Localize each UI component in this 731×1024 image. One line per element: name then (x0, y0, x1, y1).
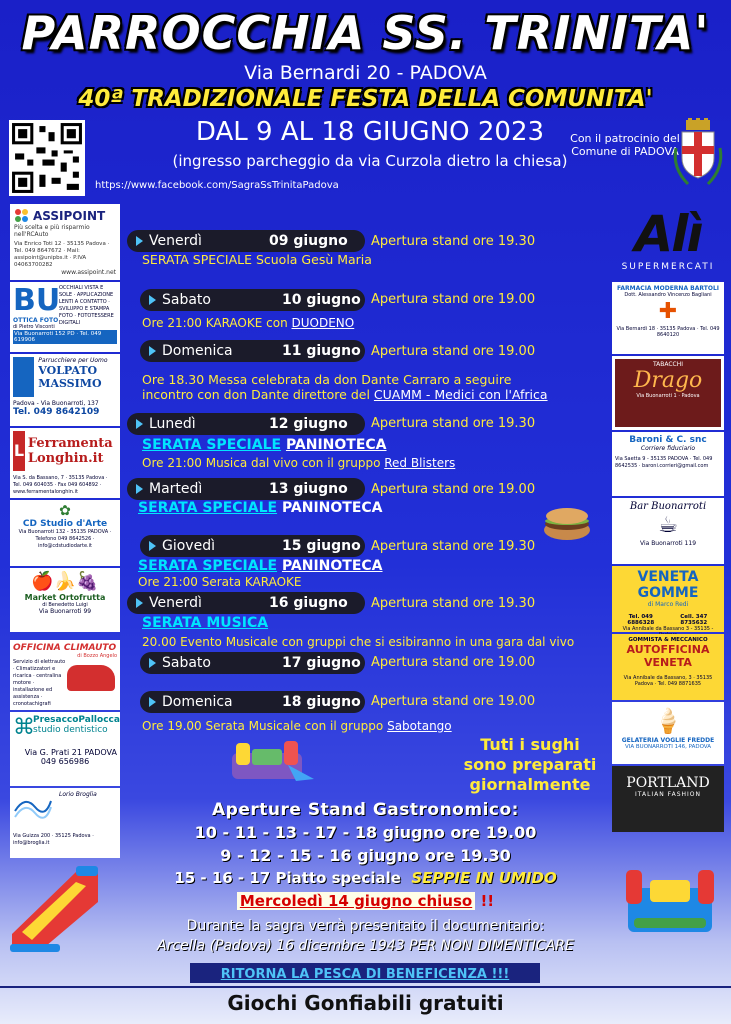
event-line (142, 456, 455, 470)
red-car-icon (67, 665, 115, 691)
day-name: Venerdì (149, 595, 202, 611)
pesca-text: RITORNA LA PESCA DI BENEFICENZA !!! (220, 967, 510, 982)
special-line (138, 558, 383, 574)
sponsor-tagline: ITALIAN FASHION (635, 791, 701, 798)
day-name: Domenica (162, 343, 233, 359)
sughi-note (460, 735, 600, 795)
band-link[interactable]: DUODENO (291, 316, 355, 330)
sponsor-tagline: studio dentistico (33, 725, 108, 735)
sponsor-baroni[interactable] (612, 432, 724, 496)
day-date: 10 giugno (282, 292, 361, 308)
ali-logo-icon: Alì (634, 205, 702, 263)
event-line (142, 316, 354, 330)
sponsor-tagline: GOMMISTA & MECCANICO (628, 637, 708, 643)
sponsor-phone: Tel. 049 6886328 (627, 614, 655, 626)
sponsor-info: Via Buonarroti 1 · Padova (636, 393, 700, 399)
day-name: Lunedì (149, 416, 196, 432)
sponsor-market[interactable] (10, 568, 120, 632)
day-date: 16 giugno (269, 595, 348, 611)
sponsor-autofficina[interactable] (612, 634, 724, 700)
barber-photo-icon (13, 357, 34, 397)
sponsor-mobile: Cell. 347 8735632 (680, 614, 708, 626)
open-time: Apertura stand ore 19.30 (371, 234, 536, 249)
day-name: Sabato (162, 292, 211, 308)
address: Via Bernardi 20 - PADOVA (244, 62, 487, 84)
chiuso-mark: !! (480, 892, 495, 910)
sponsor-name: OTTICA FOTO (13, 317, 59, 324)
day-date: 17 giugno (282, 655, 361, 671)
sponsor-info: Via Buonarroti 99 (38, 608, 92, 615)
event-text: Ore 21:00 KARAOKE con (142, 316, 288, 330)
day-date: 11 giugno (282, 343, 361, 359)
arrow-right-icon (149, 541, 156, 551)
day-name: Sabato (162, 655, 211, 671)
sponsor-brand: Drago (633, 368, 703, 393)
sponsor-phone: Tel. 049 8642109 (13, 407, 100, 417)
sponsor-tagline: Più scelta e più risparmio nell'RCAuto (14, 224, 90, 238)
sponsor-info: Via S. da Bassano, 7 · 35135 Padova · Tel. 049 604035 · Fax 049 604892 · www.ferramentalonghin.it (13, 475, 108, 495)
day-date: 13 giugno (269, 481, 348, 497)
sponsor-tagline: Corriere fiduciario (640, 445, 696, 452)
sponsor-info: Via G. Prati 21 PADOVA (24, 748, 117, 757)
day-pill (140, 340, 365, 362)
sponsor-gelateria[interactable] (612, 702, 724, 764)
sponsor-volpato[interactable] (10, 354, 120, 426)
cuamm-link[interactable]: CUAMM - Medici con l'Africa (373, 387, 548, 402)
page-title: PARROCCHIA SS. TRINITA' (21, 6, 710, 60)
sponsor-farmacia[interactable] (612, 282, 724, 354)
arrow-right-icon (136, 419, 143, 429)
sponsor-info: Via Annibale da Bassano, 3 · 35135 Padova · Tel. 049 8871635 (623, 675, 713, 687)
event-line: Ore 18.30 Messa celebrata da don Dante Carraro a seguire (142, 372, 512, 387)
open-time: Apertura stand ore 19.30 (371, 539, 536, 554)
band-link[interactable]: Red Blisters (384, 456, 456, 470)
documentario-title: Arcella (Padova) 16 dicembre 1943 PER NON DIMENTICARE (157, 938, 574, 954)
special-name: PANINOTECA (281, 558, 383, 574)
facebook-link[interactable]: https://www.facebook.com/SagraSsTrinitaPadova (95, 180, 339, 191)
special-line (138, 500, 383, 516)
sponsor-tabacchi[interactable] (612, 356, 724, 430)
sponsor-web: www.assipoint.net (61, 269, 116, 276)
sponsor-bar-buonarroti[interactable] (612, 498, 724, 564)
day-pill (127, 478, 365, 500)
arrow-right-icon (149, 295, 156, 305)
sponsor-tagline: Parrucchiere per Uomo (38, 357, 108, 364)
open-time: Apertura stand ore 19.00 (371, 655, 536, 670)
day-pill (140, 691, 365, 713)
sponsor-veneta-gomme[interactable] (612, 566, 724, 632)
sponsor-info: Via Annibale da Bassano 3 - 35135 - (622, 626, 714, 632)
special-label: SERATA SPECIALE (138, 558, 278, 574)
sponsor-name: Market Ortofrutta (24, 593, 106, 602)
festa-dates: DAL 9 AL 18 GIUGNO 2023 (195, 117, 545, 147)
sughi-line: sono preparati (463, 755, 597, 774)
open-time: Apertura stand ore 19.00 (371, 292, 536, 307)
arrow-right-icon (149, 658, 156, 668)
open-time: Apertura stand ore 19.30 (371, 596, 536, 611)
event-text: Ore 21:00 Musica dal vivo con il gruppo (142, 456, 381, 470)
arrow-right-icon (149, 346, 156, 356)
sponsor-info: Via Bernardi 18 · 35135 Padova · Tel. 049 8640120 (616, 326, 720, 338)
day-name: Venerdì (149, 233, 202, 249)
bouncy-castle-icon (226, 735, 316, 783)
event-line (142, 719, 452, 733)
pharmacy-cross-icon: ✚ (658, 299, 678, 324)
piatto-name: SEPPIE IN UMIDO (411, 869, 557, 887)
special-name: PANINOTECA (281, 500, 383, 516)
open-time: Apertura stand ore 19.30 (371, 416, 536, 431)
panino-sandwich-icon (542, 506, 592, 542)
aperture-title: Aperture Stand Gastronomico: (212, 800, 519, 820)
special-line (142, 437, 387, 453)
sponsor-phone: 049 656986 (40, 757, 90, 766)
sponsor-ottica[interactable] (10, 282, 120, 352)
pesca-banner (190, 963, 540, 983)
tooth-icon: ⌘ (13, 715, 35, 740)
sponsor-name: Lorio Broglia (59, 791, 97, 798)
ottica-logo-icon: BU (13, 283, 61, 318)
special-name: PANINOTECA (285, 437, 387, 453)
arrow-right-icon (136, 236, 143, 246)
open-time: Apertura stand ore 19.00 (371, 694, 536, 709)
special-label: SERATA SPECIALE (142, 437, 282, 453)
ingresso-note: (ingresso parcheggio da via Curzola dietro la chiesa) (172, 152, 568, 170)
event-line (142, 387, 548, 402)
padova-crest-icon (670, 118, 726, 190)
divider (0, 986, 731, 988)
sponsor-owner: Dott. Alessandro Vincenzo Bagliani (624, 292, 712, 298)
sponsor-cd-studio[interactable] (10, 500, 120, 566)
sponsor-info: Via Enrico Toti 12 · 35135 Padova · Tel. 049 8647672 · Mail: assipoint@unipbs.it · P.IVA 04063700282 (14, 241, 110, 268)
sponsor-presacco[interactable] (10, 712, 120, 786)
day-date: 15 giugno (282, 538, 361, 554)
sponsor-services: Servizio di elettrauto · Climatizzatori e ricarica · centralina motore · installazione ed assistenza · cronotachigrafi (13, 659, 66, 707)
sponsor-longhin[interactable] (10, 428, 120, 498)
sponsor-assipoint[interactable] (10, 204, 120, 280)
sponsor-owner: di Marco Redi (647, 601, 689, 608)
sponsor-climauto[interactable] (10, 640, 120, 710)
fruit-basket-icon: 🍎🍌🍇 (31, 571, 99, 592)
day-date: 09 giugno (269, 233, 348, 249)
sponsor-name: Bar Buonarroti (629, 501, 707, 512)
sponsor-info: Via Buonarroti 119 (639, 540, 697, 547)
sponsor-owner: di Pietro Visconti (13, 324, 55, 330)
event-line: Ore 21:00 Serata KARAOKE (138, 575, 302, 589)
sponsor-info: Via Buonarroti 132 - 35135 PADOVA · Telefono 049 8642526 · info@cdstudiodarte.it (18, 529, 112, 549)
day-date: 18 giugno (282, 694, 361, 710)
day-name: Martedì (149, 481, 203, 497)
sponsor-name: PresaccoPallocca (33, 715, 120, 725)
day-pill (127, 592, 365, 614)
sponsor-info: Padova - Via Buonarroti, 137 (13, 400, 99, 407)
event-text: Ore 19.00 Serata Musicale con il gruppo (142, 719, 384, 733)
day-pill (140, 289, 365, 311)
day-name: Giovedì (162, 538, 215, 554)
giochi-footer: Giochi Gonfiabili gratuiti (227, 991, 504, 1015)
arrow-right-icon (149, 697, 156, 707)
day-pill (127, 230, 365, 252)
arrow-right-icon (136, 598, 143, 608)
sponsor-name: AUTOFFICINA VENETA (626, 643, 710, 669)
studio-logo-icon: ✿ (59, 503, 71, 519)
piatto-text: 15 - 16 - 17 Piatto speciale (174, 869, 401, 887)
sponsor-name: OFFICINA CLIMAUTO (13, 643, 117, 653)
sponsor-owner: di Bozzo Angelo (77, 653, 117, 659)
special-label: SERATA MUSICA (142, 615, 269, 631)
sponsor-name: PORTLAND (626, 775, 710, 791)
sponsor-name: GELATERIA VOGLIE FREDDE (621, 737, 715, 744)
sponsor-owner: di Benedetto Luigi (42, 602, 88, 608)
sponsor-tagline: SUPERMERCATI (621, 262, 715, 272)
sponsor-name: VENETA GOMME (637, 569, 699, 601)
open-time: Apertura stand ore 19.00 (371, 344, 536, 359)
day-date: 12 giugno (269, 416, 348, 432)
aperture-line: 10 - 11 - 13 - 17 - 18 giugno ore 19.00 (194, 823, 537, 842)
special-label: SERATA SPECIALE (138, 500, 278, 516)
event-text: incontro con don Dante direttore del (142, 387, 370, 402)
sughi-line: giornalmente (469, 775, 591, 794)
chiuso-text: Mercoledì 14 giugno chiuso (237, 892, 475, 910)
day-pill (127, 413, 365, 435)
event-line: SERATA SPECIALE Scuola Gesù Maria (142, 252, 372, 267)
sponsor-name: FARMACIA MODERNA BARTOLI (617, 285, 719, 292)
event-line: 20.00 Evento Musicale con gruppi che si esibiranno in una gara dal vivo (142, 635, 575, 649)
band-link[interactable]: Sabotango (387, 719, 452, 733)
qr-code-icon[interactable] (9, 120, 85, 196)
sughi-line: Tuti i sughi (480, 735, 580, 754)
assipoint-logo-icon (14, 208, 30, 224)
arrow-right-icon (136, 484, 143, 494)
patrocinio-note: Con il patrocinio del Comune di PADOVA (570, 132, 680, 158)
coffee-cup-icon: ☕ (658, 513, 678, 538)
day-pill (140, 535, 365, 557)
sponsor-services: OCCHIALI VISTA E SOLE · APPLICAZIONE LENTI A CONTATTO · SVILUPPO E STAMPA FOTO · FOTOTESSERE DIGITALI (59, 285, 114, 326)
longhin-logo-icon: L (13, 431, 25, 471)
sponsor-name: TABACCHI (652, 361, 684, 368)
sponsor-info: Via Saetta 9 - 35135 PADOVA · Tel. 049 8642535 · baroni.corrieri@gmail.com (615, 456, 713, 469)
sponsor-name: VOLPATO MASSIMO (38, 364, 102, 390)
sponsor-info: Via Guizza 200 · 35125 Padova · info@broglia.it (13, 833, 94, 846)
ice-cream-icon: 🍦 (653, 707, 683, 735)
sponsor-name: CD Studio d'Arte (22, 519, 108, 529)
sponsor-info: VIA BUONARROTI 146, PADOVA (625, 744, 711, 750)
open-time: Apertura stand ore 19.00 (371, 482, 536, 497)
sponsor-name: Ferramenta Longhin.it (27, 436, 113, 466)
day-pill (140, 652, 365, 674)
sponsor-info: Via Buonarroti 152 PD · Tel. 049 619906 (13, 330, 117, 344)
aperture-line: 9 - 12 - 15 - 16 giugno ore 19.30 (220, 846, 511, 865)
sponsor-name: Baroni & C. snc (629, 435, 707, 445)
sponsor-name: ASSIPOINT (33, 209, 106, 223)
festa-title: 40ª TRADIZIONALE FESTA DELLA COMUNITA' (78, 86, 653, 112)
special-line (142, 615, 268, 631)
documentario-line: Durante la sagra verrà presentato il documentario: (186, 918, 545, 934)
day-name: Domenica (162, 694, 233, 710)
sponsor-ali[interactable] (612, 206, 724, 280)
